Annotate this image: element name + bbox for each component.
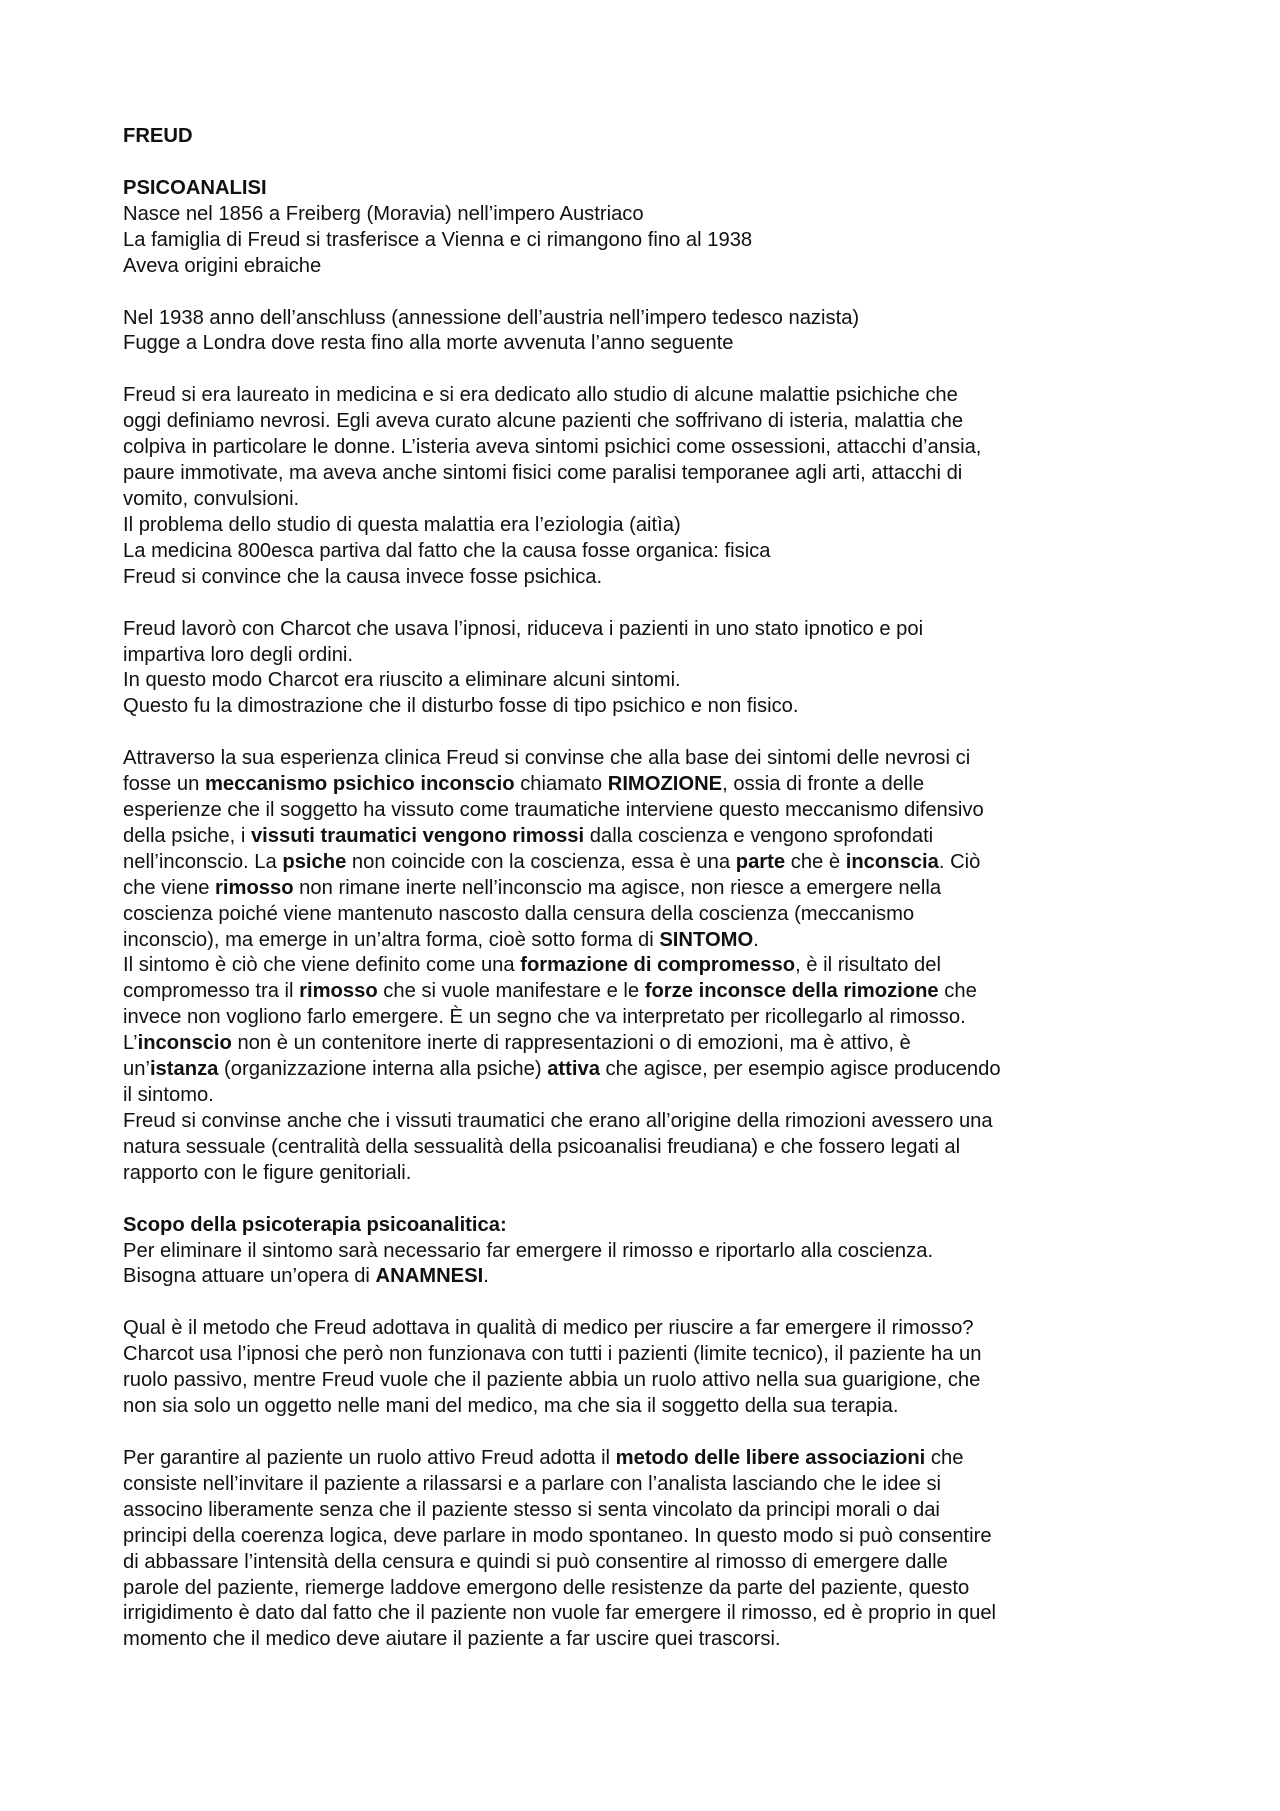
text-line: colpiva in particolare le donne. L’isteria aveva sintomi psichici come ossessioni, attacchi d’ansia, bbox=[123, 436, 982, 459]
text-line: Freud lavorò con Charcot che usava l’ipnosi, riduceva i pazienti in uno stato ipnotico e poi bbox=[123, 617, 924, 640]
text-line: momento che il medico deve aiutare il paziente a far uscire quei trascorsi. bbox=[123, 1628, 781, 1651]
text-line: Qual è il metodo che Freud adottava in qualità di medico per riuscire a far emergere il rimosso? bbox=[123, 1317, 974, 1340]
text-line: irrigidimento è dato dal fatto che il paziente non vuole far emergere il rimosso, ed è proprio in quel bbox=[123, 1602, 997, 1625]
text-line: nell’inconscio. La psiche non coincide con la coscienza, essa è una parte che è inconscia. Ciò bbox=[123, 850, 981, 873]
text-line: Freud si convinse anche che i vissuti traumatici che erano all’origine della rimozioni avessero una bbox=[123, 1109, 993, 1132]
text-line: esperienze che il soggetto ha vissuto come traumatiche interviene questo meccanismo difensivo bbox=[123, 799, 984, 822]
text-line: compromesso tra il rimosso che si vuole manifestare e le forze inconsce della rimozione che bbox=[123, 980, 977, 1003]
text-line: paure immotivate, ma aveva anche sintomi fisici come paralisi temporanee agli arti, attacchi di bbox=[123, 462, 963, 485]
document-title: FREUD bbox=[123, 125, 193, 147]
text-line: L’inconscio non è un contenitore inerte di rappresentazioni o di emozioni, ma è attivo, è bbox=[123, 1032, 911, 1055]
text-line: Nel 1938 anno dell’anschluss (annessione dell’austria nell’impero tedesco nazista) bbox=[123, 306, 860, 329]
text-line: Freud si convince che la causa invece fosse psichica. bbox=[123, 565, 603, 588]
text-line: che viene rimosso non rimane inerte nell’inconscio ma agisce, non riesce a emergere nella bbox=[123, 876, 942, 899]
text-line: oggi definiamo nevrosi. Egli aveva curato alcune pazienti che soffrivano di isteria, malattia che bbox=[123, 410, 964, 433]
text-line: Attraverso la sua esperienza clinica Freud si convinse che alla base dei sintomi delle nevrosi ci bbox=[123, 747, 971, 770]
text-line: invece non vogliono farlo emergere. È un segno che va interpretato per ricollegarlo al rimosso. bbox=[123, 1006, 966, 1029]
text-line: coscienza poiché viene mantenuto nascosto dalla censura della coscienza (meccanismo bbox=[123, 902, 915, 925]
text-line: Freud si era laureato in medicina e si era dedicato allo studio di alcune malattie psichiche che bbox=[123, 384, 958, 407]
text-line: Fugge a Londra dove resta fino alla morte avvenuta l’anno seguente bbox=[123, 332, 734, 355]
text-line: Bisogna attuare un’opera di ANAMNESI. bbox=[123, 1265, 489, 1288]
text-line: La famiglia di Freud si trasferisce a Vienna e ci rimangono fino al 1938 bbox=[123, 228, 753, 251]
text-line: natura sessuale (centralità della sessualità della psicoanalisi freudiana) e che fossero legati al bbox=[123, 1135, 961, 1158]
text-line: fosse un meccanismo psichico inconscio chiamato RIMOZIONE, ossia di fronte a delle bbox=[123, 773, 925, 796]
text-line: inconscio), ma emerge in un’altra forma, cioè sotto forma di SINTOMO. bbox=[123, 928, 759, 951]
text-line: impartiva loro degli ordini. bbox=[123, 643, 354, 666]
text-line: vomito, convulsioni. bbox=[123, 487, 300, 510]
text-line: ruolo passivo, mentre Freud vuole che il paziente abbia un ruolo attivo nella sua guarigione, che bbox=[123, 1369, 981, 1392]
section-heading: Scopo della psicoterapia psicoanalitica: bbox=[123, 1213, 507, 1236]
text-line: parole del paziente, riemerge laddove emergono delle resistenze da parte del paziente, questo bbox=[123, 1576, 970, 1599]
text-line: un’istanza (organizzazione interna alla psiche) attiva che agisce, per esempio agisce producendo bbox=[123, 1058, 1001, 1081]
text-line: della psiche, i vissuti traumatici vengono rimossi dalla coscienza e vengono sprofondati bbox=[123, 824, 934, 847]
text-line: Nasce nel 1856 a Freiberg (Moravia) nell’impero Austriaco bbox=[123, 202, 644, 225]
text-line: Charcot usa l’ipnosi che però non funzionava con tutti i pazienti (limite tecnico), il paziente ha un bbox=[123, 1343, 982, 1366]
text-line: In questo modo Charcot era riuscito a eliminare alcuni sintomi. bbox=[123, 669, 681, 692]
text-line: Aveva origini ebraiche bbox=[123, 254, 322, 277]
section-heading: PSICOANALISI bbox=[123, 176, 267, 199]
text-line: Per garantire al paziente un ruolo attivo Freud adotta il metodo delle libere associazioni che bbox=[123, 1446, 964, 1469]
text-line: il sintomo. bbox=[123, 1084, 214, 1106]
text-line: di abbassare l’intensità della censura e quindi si può consentire al rimosso di emergere dalle bbox=[123, 1550, 948, 1573]
text-line: non sia solo un oggetto nelle mani del medico, ma che sia il soggetto della sua terapia. bbox=[123, 1395, 899, 1418]
text-line: associno liberamente senza che il paziente stesso si senta vincolato da principi morali o dai bbox=[123, 1498, 940, 1521]
text-line: consiste nell’invitare il paziente a rilassarsi e a parlare con l’analista lasciando che le idee si bbox=[123, 1472, 942, 1495]
text-line: Il problema dello studio di questa malattia era l’eziologia (aitìa) bbox=[123, 513, 681, 536]
text-line: principi della coerenza logica, deve parlare in modo spontaneo. In questo modo si può consentire bbox=[123, 1524, 992, 1547]
text-line: La medicina 800esca partiva dal fatto che la causa fosse organica: fisica bbox=[123, 539, 771, 562]
text-line: Questo fu la dimostrazione che il disturbo fosse di tipo psichico e non fisico. bbox=[123, 695, 799, 718]
text-line: Il sintomo è ciò che viene definito come una formazione di compromesso, è il risultato del bbox=[123, 954, 941, 977]
text-line: rapporto con le figure genitoriali. bbox=[123, 1161, 412, 1184]
text-line: Per eliminare il sintomo sarà necessario far emergere il rimosso e riportarlo alla coscienza. bbox=[123, 1239, 934, 1262]
